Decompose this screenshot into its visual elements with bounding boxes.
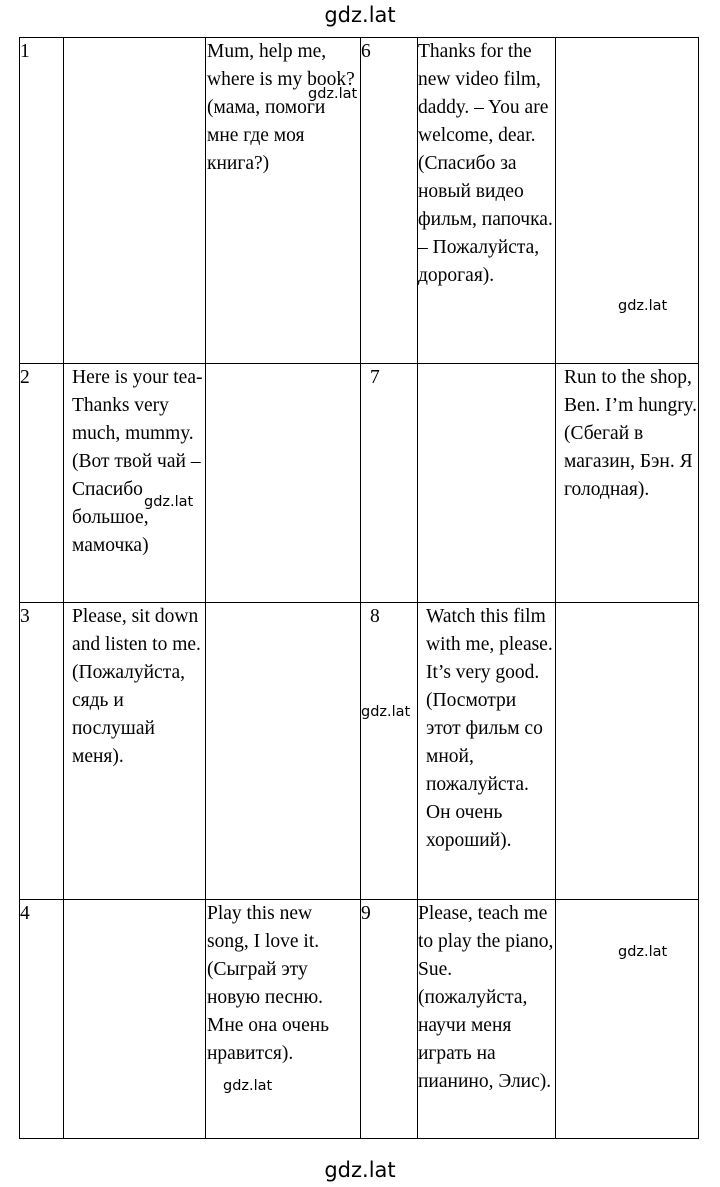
cell-col5: Thanks for the new video film, daddy. – You are welcome, dear. (Спасибо за новый видео фильм, папочка. – Пожалуйста, дорогая).	[418, 38, 556, 364]
cell-col2: Please, sit down and listen to me. (Пожалуйста, сядь и послушай меня).	[64, 603, 206, 900]
cell-col2: Here is your tea- Thanks very much, mummy. (Вот твой чай – Спасибо большое, мамочка)	[72, 367, 203, 556]
cell-col2	[64, 38, 206, 364]
row-number-right-wrap	[361, 603, 418, 900]
cell-col6-wrap	[556, 38, 699, 364]
header-watermark: gdz.lat	[324, 3, 396, 27]
row-number-left: 1	[20, 38, 64, 364]
watermark-text: gdz.lat	[223, 1078, 273, 1094]
cell-col3-wrap	[206, 900, 361, 1139]
cell-col5	[418, 364, 556, 603]
answer-table	[19, 37, 699, 1139]
row-number-left: 3	[20, 603, 64, 900]
row-number-right: 8	[370, 606, 380, 627]
cell-col3: Play this new song, I love it. (Сыграй эту новую песню. Мне она очень нравится).	[207, 903, 330, 1064]
table-row	[20, 900, 699, 1139]
cell-col6-wrap	[556, 900, 699, 1139]
watermark-text: gdz.lat	[144, 494, 194, 510]
cell-col5: Please, teach me to play the piano, Sue. (пожалуйста, научи меня играть на пианино, Элис).	[418, 900, 556, 1139]
cell-col6	[556, 603, 699, 900]
table-row	[20, 38, 699, 364]
table-row	[20, 603, 699, 900]
cell-col3	[206, 364, 361, 603]
watermark-text: gdz.lat	[618, 944, 668, 960]
cell-col2-wrap	[64, 364, 206, 603]
watermark-text: gdz.lat	[618, 298, 668, 314]
row-number-left: 4	[20, 900, 64, 1139]
cell-col6: Run to the shop, Ben. I’m hungry. (Сбегай в магазин, Бэн. Я голодная).	[556, 364, 699, 603]
footer-watermark: gdz.lat	[324, 1158, 396, 1182]
watermark-text: gdz.lat	[361, 704, 411, 720]
table-row	[20, 364, 699, 603]
row-number-right: 6	[361, 38, 418, 364]
cell-col3	[206, 603, 361, 900]
cell-col3: Mum, help me, where is my book? (мама, помоги мне где моя книга?)	[207, 41, 355, 174]
cell-col2	[64, 900, 206, 1139]
watermark-text: gdz.lat	[308, 86, 358, 102]
row-number-right: 9	[361, 900, 418, 1139]
row-number-right: 7	[361, 364, 418, 603]
cell-col5: Watch this film with me, please. It’s very good. (Посмотри этот фильм со мной, пожалуйста. Он очень хороший).	[418, 603, 556, 900]
row-number-left: 2	[20, 364, 64, 603]
cell-col3-wrap	[206, 38, 361, 364]
